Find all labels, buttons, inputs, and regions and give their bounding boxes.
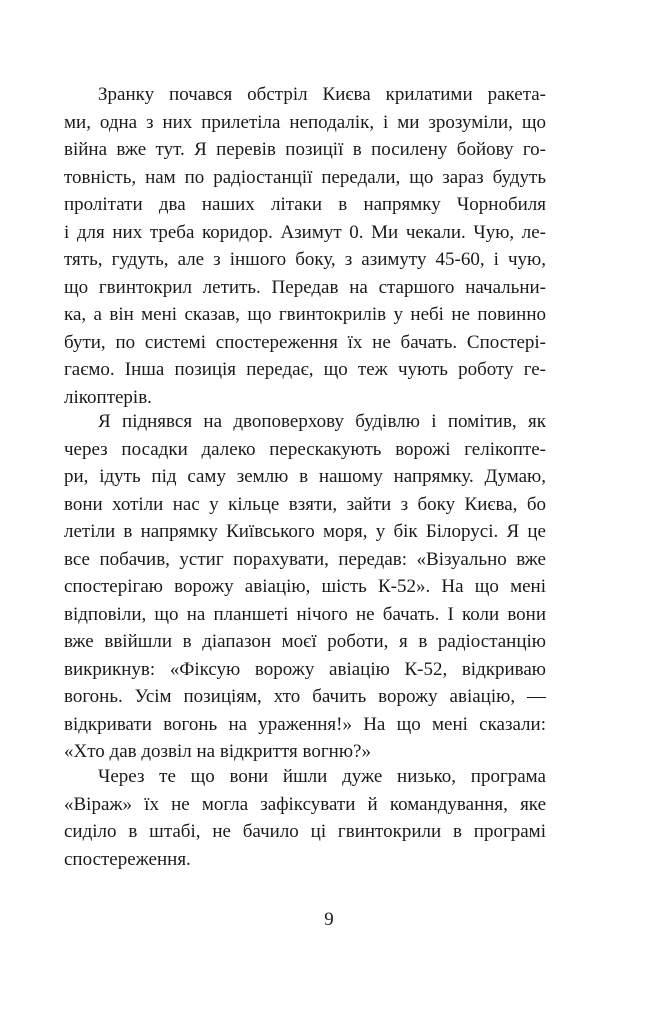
text-line: вже ввійшли в діапазон моєї роботи, я в радіостанцію <box>64 631 546 652</box>
text-line: «Віраж» їх не могла зафіксувати й командування, яке <box>64 793 546 815</box>
text-line: ри, ідуть під саму землю в нашому напрямку. Думаю, <box>64 466 546 487</box>
text-line: війна вже тут. Я перевів позиції в посилену бойову го- <box>64 139 546 160</box>
text-line: Через те що вони йшли дуже низько, програма <box>98 766 546 787</box>
page-number: 9 <box>324 909 334 930</box>
paragraph-3 <box>64 763 546 873</box>
text-line: що гвинтокрил летить. Передав на старшого начальни- <box>64 276 546 298</box>
text-line: все побачив, устиг порахувати, передав: «Візуально вже <box>64 548 546 570</box>
text-line: Я піднявся на двоповерхову будівлю і помітив, як <box>98 411 546 432</box>
text-line: «Хто дав дозвіл на відкриття вогню?» <box>64 741 371 762</box>
text-line: через посадки далеко перескакують ворожі гелікопте- <box>64 438 546 460</box>
text-line: летіли в напрямку Київського моря, у бік Білорусі. Я це <box>64 521 546 542</box>
text-line: ми, одна з них прилетіла неподалік, і ми зрозуміли, що <box>64 111 546 133</box>
text-line: пролітати два наших літаки в напрямку Чорнобиля <box>64 194 546 215</box>
text-line: лікоптерів. <box>64 386 152 408</box>
text-line: викрикнув: «Фіксую ворожу авіацію К-52, відкриваю <box>64 658 546 680</box>
text-line: спостереження. <box>64 848 191 870</box>
text-line: ка, а він мені сказав, що гвинтокрилів у небі не повинно <box>64 304 546 325</box>
text-line: вогонь. Усім позиціям, хто бачить ворожу авіацію, — <box>64 686 546 707</box>
paragraph-1 <box>64 81 546 411</box>
text-line: спостерігаю ворожу авіацію, шість К-52». На що мені <box>64 576 546 597</box>
text-line: вони хотіли нас у кільце взяти, зайти з боку Києва, бо <box>64 493 546 515</box>
paragraph-2 <box>64 408 546 766</box>
text-line: тять, гудуть, але з іншого боку, з азимуту 45-60, і чую, <box>64 249 546 270</box>
text-line: і для них треба коридор. Азимут 0. Ми чекали. Чую, ле- <box>64 221 546 243</box>
text-line: сиділо в штабі, не бачило ці гвинтокрили в програмі <box>64 821 546 842</box>
text-line: Зранку почався обстріл Києва крилатими ракета- <box>98 84 546 105</box>
text-line: відповіли, що на планшеті нічого не бачать. І коли вони <box>64 603 546 625</box>
text-line: товність, нам по радіостанції передали, що зараз будуть <box>64 166 546 188</box>
text-line: гаємо. Інша позиція передає, що теж чують роботу ге- <box>64 359 546 380</box>
text-line: відкривати вогонь на ураження!» На що мені сказали: <box>64 713 546 735</box>
text-line: бути, по системі спостереження їх не бачать. Спостері- <box>64 331 546 353</box>
